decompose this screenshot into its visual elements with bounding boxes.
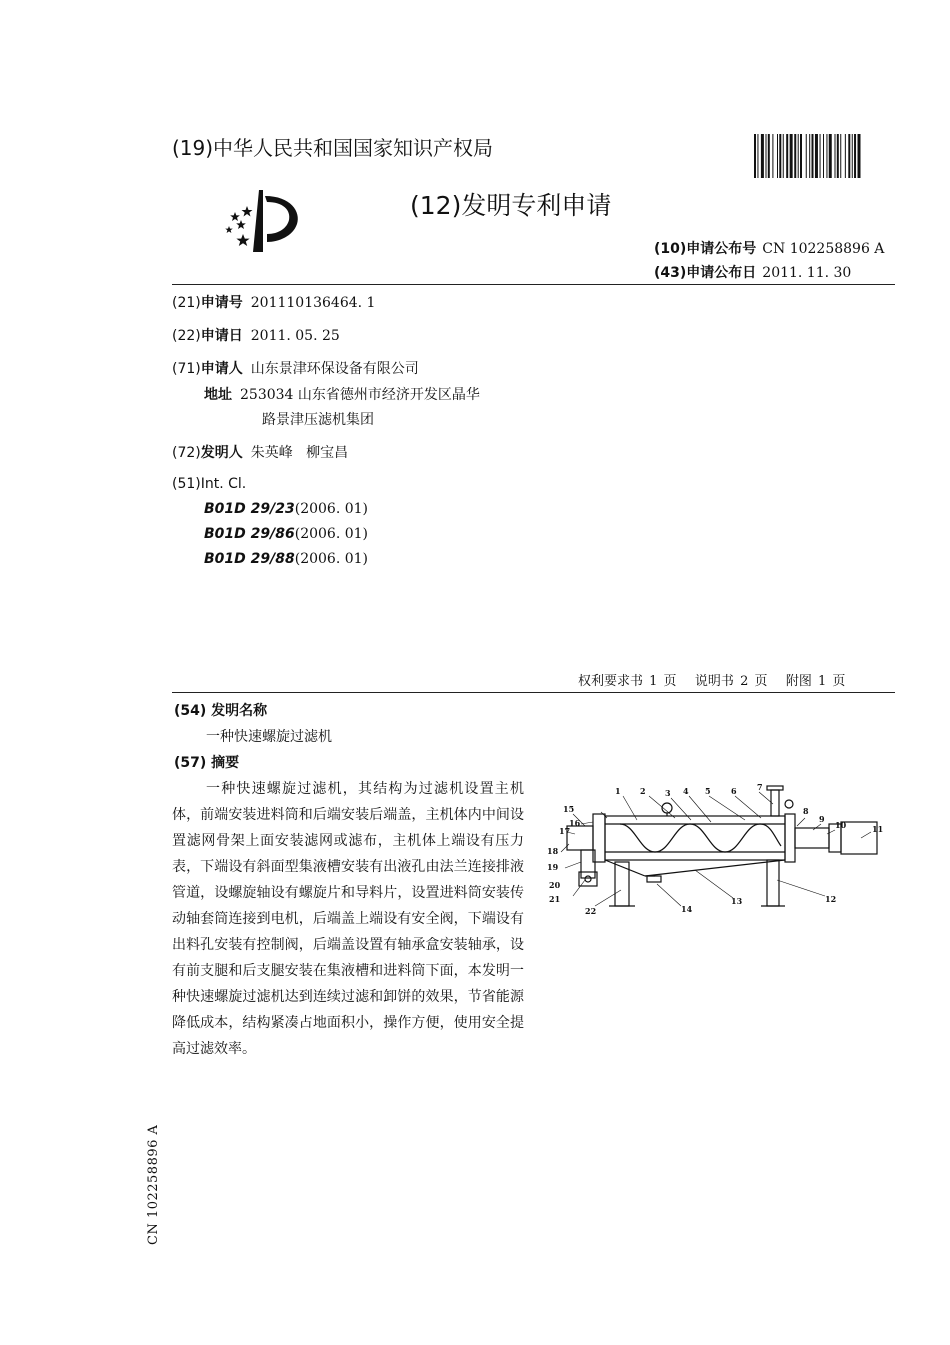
field-code: (72) [172,445,201,461]
part-label-1: 1 [615,786,621,796]
abstract-text: 一种快速螺旋过滤机，其结构为过滤机设置主机体，前端安装进料筒和后端安装后端盖，主机体内中间设置滤网骨架上面安装滤网或滤布，主机体上端设有压力表，下端设有斜面型集液槽安装有出液孔由法兰连接排液管道，设螺旋轴设有螺旋片和导料片，设置进料筒安装传动轴套筒连接到电机，后端盖上端设有安全阀，下端设有出料孔安装有控制阀，后端盖设置有轴承盒安装轴承，设有前支腿和后支腿安装在集液槽和进料筒下面，本发明一种快速螺旋过滤机达到连续过滤和卸饼的效果，节省能源降低成本，结构紧凑占地面积小，操作方便，使用安全提高过滤效率。 [172,781,524,1057]
part-label-8: 8 [803,806,809,816]
abstract-drawing [545,768,895,918]
header-divider [172,284,895,285]
inventor-names: 朱英峰 柳宝昌 [250,445,349,461]
publication-date: 2011. 11. 30 [762,265,852,281]
part-label-12: 12 [825,894,837,904]
application-number-field [172,292,375,312]
part-label-18: 18 [547,846,559,856]
ipc-class-2 [204,526,368,542]
part-label-4: 4 [683,786,689,796]
part-label-13: 13 [731,896,743,906]
publication-date-row [654,262,851,282]
part-label-20: 20 [549,880,561,890]
field-label: 申请日 [200,328,243,344]
machine-drawing [567,786,877,906]
part-labels [547,782,883,916]
ipc-version: (2006. 01) [294,526,369,542]
side-publication-number: CN 102258896 A [146,1124,161,1245]
document-type: (12)发明专利申请 [410,191,612,220]
field-label: Int. Cl. [200,476,247,492]
part-label-21: 21 [549,894,561,904]
abstract-label: (57) 摘要 [174,755,240,771]
part-label-7: 7 [757,782,763,792]
part-label-22: 22 [585,906,597,916]
ipc-field [172,476,246,492]
application-number: 201110136464. 1 [250,295,376,311]
publication-number-row [654,238,884,258]
address-line-2: 路景津压滤机集团 [262,412,374,428]
field-code: (51) [172,476,201,492]
ipc-code: B01D 29/23 [204,501,295,517]
publication-number-label: (10)申请公布号 [654,241,757,257]
field-code: (21) [172,295,201,311]
ipc-class-3 [204,551,368,567]
title-label: (54) 发明名称 [174,703,268,719]
address-field [204,384,480,404]
application-date: 2011. 05. 25 [250,328,340,344]
applicant-field [172,358,419,378]
ipc-version: (2006. 01) [294,551,369,567]
inventor-field [172,442,348,462]
address-line-1: 253034 山东省德州市经济开发区晶华 [240,387,480,403]
applicant-name: 山东景津环保设备有限公司 [250,361,419,377]
part-label-16: 16 [569,818,581,828]
ipc-version: (2006. 01) [294,501,369,517]
part-label-19: 19 [547,862,559,872]
publication-date-label: (43)申请公布日 [654,265,757,281]
invention-title: 一种快速螺旋过滤机 [206,729,332,745]
field-label: 地址 [204,387,232,403]
part-label-14: 14 [681,904,693,914]
office-name: (19)中华人民共和国国家知识产权局 [172,136,494,160]
field-label: 发明人 [200,445,243,461]
part-label-5: 5 [705,786,711,796]
part-label-3: 3 [665,788,671,798]
field-label: 申请号 [200,295,243,311]
part-label-10: 10 [835,820,847,830]
field-code: (71) [172,361,201,377]
page-counts: 权利要求书 1 页 说明书 2 页 附图 1 页 [578,674,846,689]
cnipa-logo-icon [213,186,303,254]
ipc-code: B01D 29/86 [204,526,295,542]
barcode [754,134,894,178]
field-label: 申请人 [200,361,243,377]
part-label-9: 9 [819,814,825,824]
publication-number: CN 102258896 A [762,241,885,257]
part-label-15: 15 [563,804,575,814]
part-label-17: 17 [559,826,571,836]
ipc-code: B01D 29/88 [204,551,295,567]
ipc-class-1 [204,501,368,517]
section-divider [172,692,895,693]
part-label-2: 2 [640,786,646,796]
part-label-11: 11 [872,824,884,834]
application-date-field [172,325,340,345]
part-label-6: 6 [731,786,737,796]
field-code: (22) [172,328,201,344]
